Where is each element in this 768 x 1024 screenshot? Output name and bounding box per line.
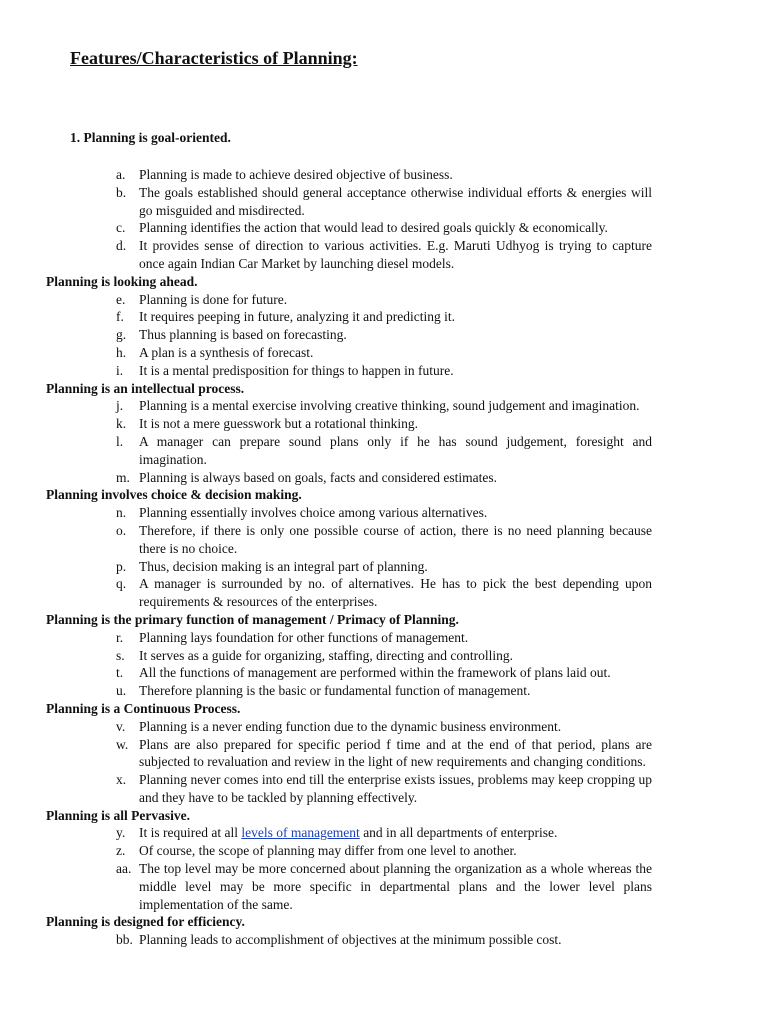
list-item-text: Planning is done for future. (139, 291, 288, 307)
list-item-text: A manager can prepare sound plans only if he has sound judgement, foresight and imagination. (139, 433, 652, 467)
list-item (46, 629, 656, 647)
list-item (46, 237, 656, 273)
list-item (46, 184, 656, 220)
list-item (46, 522, 656, 558)
list-item-text: Planning is a mental exercise involving creative thinking, sound judgement and imagination. (139, 398, 640, 414)
list-item (46, 397, 656, 415)
levels-of-management-link[interactable]: levels of management (241, 825, 360, 841)
list-item (46, 326, 656, 344)
list-item-text: Therefore, if there is only one possible course of action, there is no need planning because there is no choice. (139, 522, 652, 556)
list-item-marker: n. (116, 505, 127, 521)
list-item-marker: b. (116, 184, 127, 200)
list-item (46, 469, 656, 487)
list-item-marker: u. (116, 683, 127, 699)
list-item-marker: s. (116, 647, 125, 663)
list-item (46, 842, 656, 860)
list-item-text: A manager is surrounded by no. of alternatives. He has to pick the best depending upon requirements & resources of the enterprises. (139, 576, 652, 610)
document-body (46, 166, 656, 949)
list-item-marker: y. (116, 825, 126, 841)
list-item-text: All the functions of management are performed within the framework of plans laid out. (139, 665, 611, 681)
list-item-marker: w. (116, 736, 129, 752)
list-item-text: Of course, the scope of planning may differ from one level to another. (139, 843, 517, 859)
list-item-text: Planning lays foundation for other functions of management. (139, 629, 469, 645)
list-item-marker: a. (116, 167, 126, 182)
list-item-marker: g. (116, 327, 127, 343)
document-title: Features/Characteristics of Planning: (70, 48, 358, 68)
list-item-marker: h. (116, 344, 127, 360)
list-item-marker: m. (116, 469, 130, 485)
list-item-text (139, 824, 652, 842)
section-heading: Planning is the primary function of management / Primacy of Planning. (46, 611, 459, 627)
list-item (46, 504, 656, 522)
list-item (46, 344, 656, 362)
section-heading: Planning is a Continuous Process. (46, 700, 241, 716)
list-item-text: Planning never comes into end till the enterprise exists issues, problems may keep cropping up and they have to be tackled by planning effectively. (139, 772, 652, 805)
list-item-text-part: It is required at all (139, 825, 242, 841)
list-item-text: It is a mental predisposition for things to happen in future. (139, 362, 454, 378)
list-item (46, 824, 656, 842)
list-item-text: A plan is a synthesis of forecast. (139, 344, 314, 360)
list-item (46, 362, 656, 380)
list-item (46, 308, 656, 326)
list-item-text: Thus, decision making is an integral part of planning. (139, 558, 428, 574)
list-item (46, 291, 656, 309)
section-heading: Planning involves choice & decision making. (46, 487, 302, 503)
list-item-marker: d. (116, 238, 127, 254)
list-item-marker: v. (116, 718, 126, 734)
list-item-marker: r. (116, 629, 124, 645)
list-item (46, 771, 656, 807)
list-item-text: Planning is a never ending function due to the dynamic business environment. (139, 718, 562, 734)
list-item-text: Planning is made to achieve desired objective of business. (139, 167, 453, 182)
list-item-text: It provides sense of direction to various activities. E.g. Maruti Udhyog is trying to capture once again Indian Car Market by launching diesel models. (139, 238, 652, 271)
list-item-text: It requires peeping in future, analyzing it and predicting it. (139, 309, 456, 325)
list-item-marker: i. (116, 362, 124, 378)
list-item (46, 219, 656, 237)
section-heading: Planning is designed for efficiency. (46, 914, 245, 930)
list-item-marker: p. (116, 558, 127, 574)
list-item (46, 931, 656, 949)
list-item-text: The top level may be more concerned about planning the organization as a whole whereas the middle level may be more specific in departmental plans and the lower level plans implementation of the same. (139, 861, 652, 912)
list-item-marker: t. (116, 665, 124, 681)
list-item-text: Planning is always based on goals, facts and considered estimates. (139, 469, 498, 485)
list-item (46, 718, 656, 736)
list-item-marker: x. (116, 772, 127, 788)
list-item-text: Planning essentially involves choice among various alternatives. (139, 505, 488, 521)
section-heading: Planning is all Pervasive. (46, 807, 191, 823)
list-item-text: Thus planning is based on forecasting. (139, 327, 347, 343)
list-item (46, 647, 656, 665)
list-item (46, 664, 656, 682)
list-item-text: Planning identifies the action that would lead to desired goals quickly & economically. (139, 220, 608, 236)
list-item (46, 575, 656, 611)
list-item-text: Plans are also prepared for specific period f time and at the end of that period, plans are subjected to revaluation and review in the light of new requirements and changing conditions. (139, 736, 652, 770)
list-item-marker: z. (116, 843, 126, 859)
list-item-marker: l. (116, 433, 124, 449)
list-item-text: It is not a mere guesswork but a rotational thinking. (139, 416, 418, 432)
list-item (46, 415, 656, 433)
list-item-text-part: and in all departments of enterprise. (359, 825, 558, 841)
list-item (46, 860, 656, 913)
list-item-text: It serves as a guide for organizing, staffing, directing and controlling. (139, 647, 514, 663)
section-heading-goal-oriented: 1. Planning is goal-oriented. (70, 130, 231, 145)
list-item-marker: o. (116, 522, 127, 538)
section-heading: Planning is looking ahead. (46, 273, 198, 289)
list-item (46, 682, 656, 700)
list-item-text: The goals established should general acceptance otherwise individual efforts & energies will go misguided and misdirected. (139, 184, 652, 218)
list-item-marker: j. (116, 398, 124, 414)
list-item (46, 166, 656, 184)
list-item-marker: e. (116, 291, 126, 307)
list-item-marker: bb. (116, 932, 133, 948)
list-item (46, 558, 656, 576)
section-heading: Planning is an intellectual process. (46, 380, 245, 396)
list-item (46, 736, 656, 772)
list-item-marker: f. (116, 309, 124, 325)
list-item-marker: k. (116, 416, 127, 432)
list-item-text: Therefore planning is the basic or fundamental function of management. (139, 683, 531, 699)
list-item-text: Planning leads to accomplishment of objectives at the minimum possible cost. (139, 932, 562, 948)
list-item-marker: aa. (116, 861, 132, 877)
list-item (46, 433, 656, 469)
list-item-marker: q. (116, 576, 127, 592)
list-item-marker: c. (116, 220, 126, 236)
